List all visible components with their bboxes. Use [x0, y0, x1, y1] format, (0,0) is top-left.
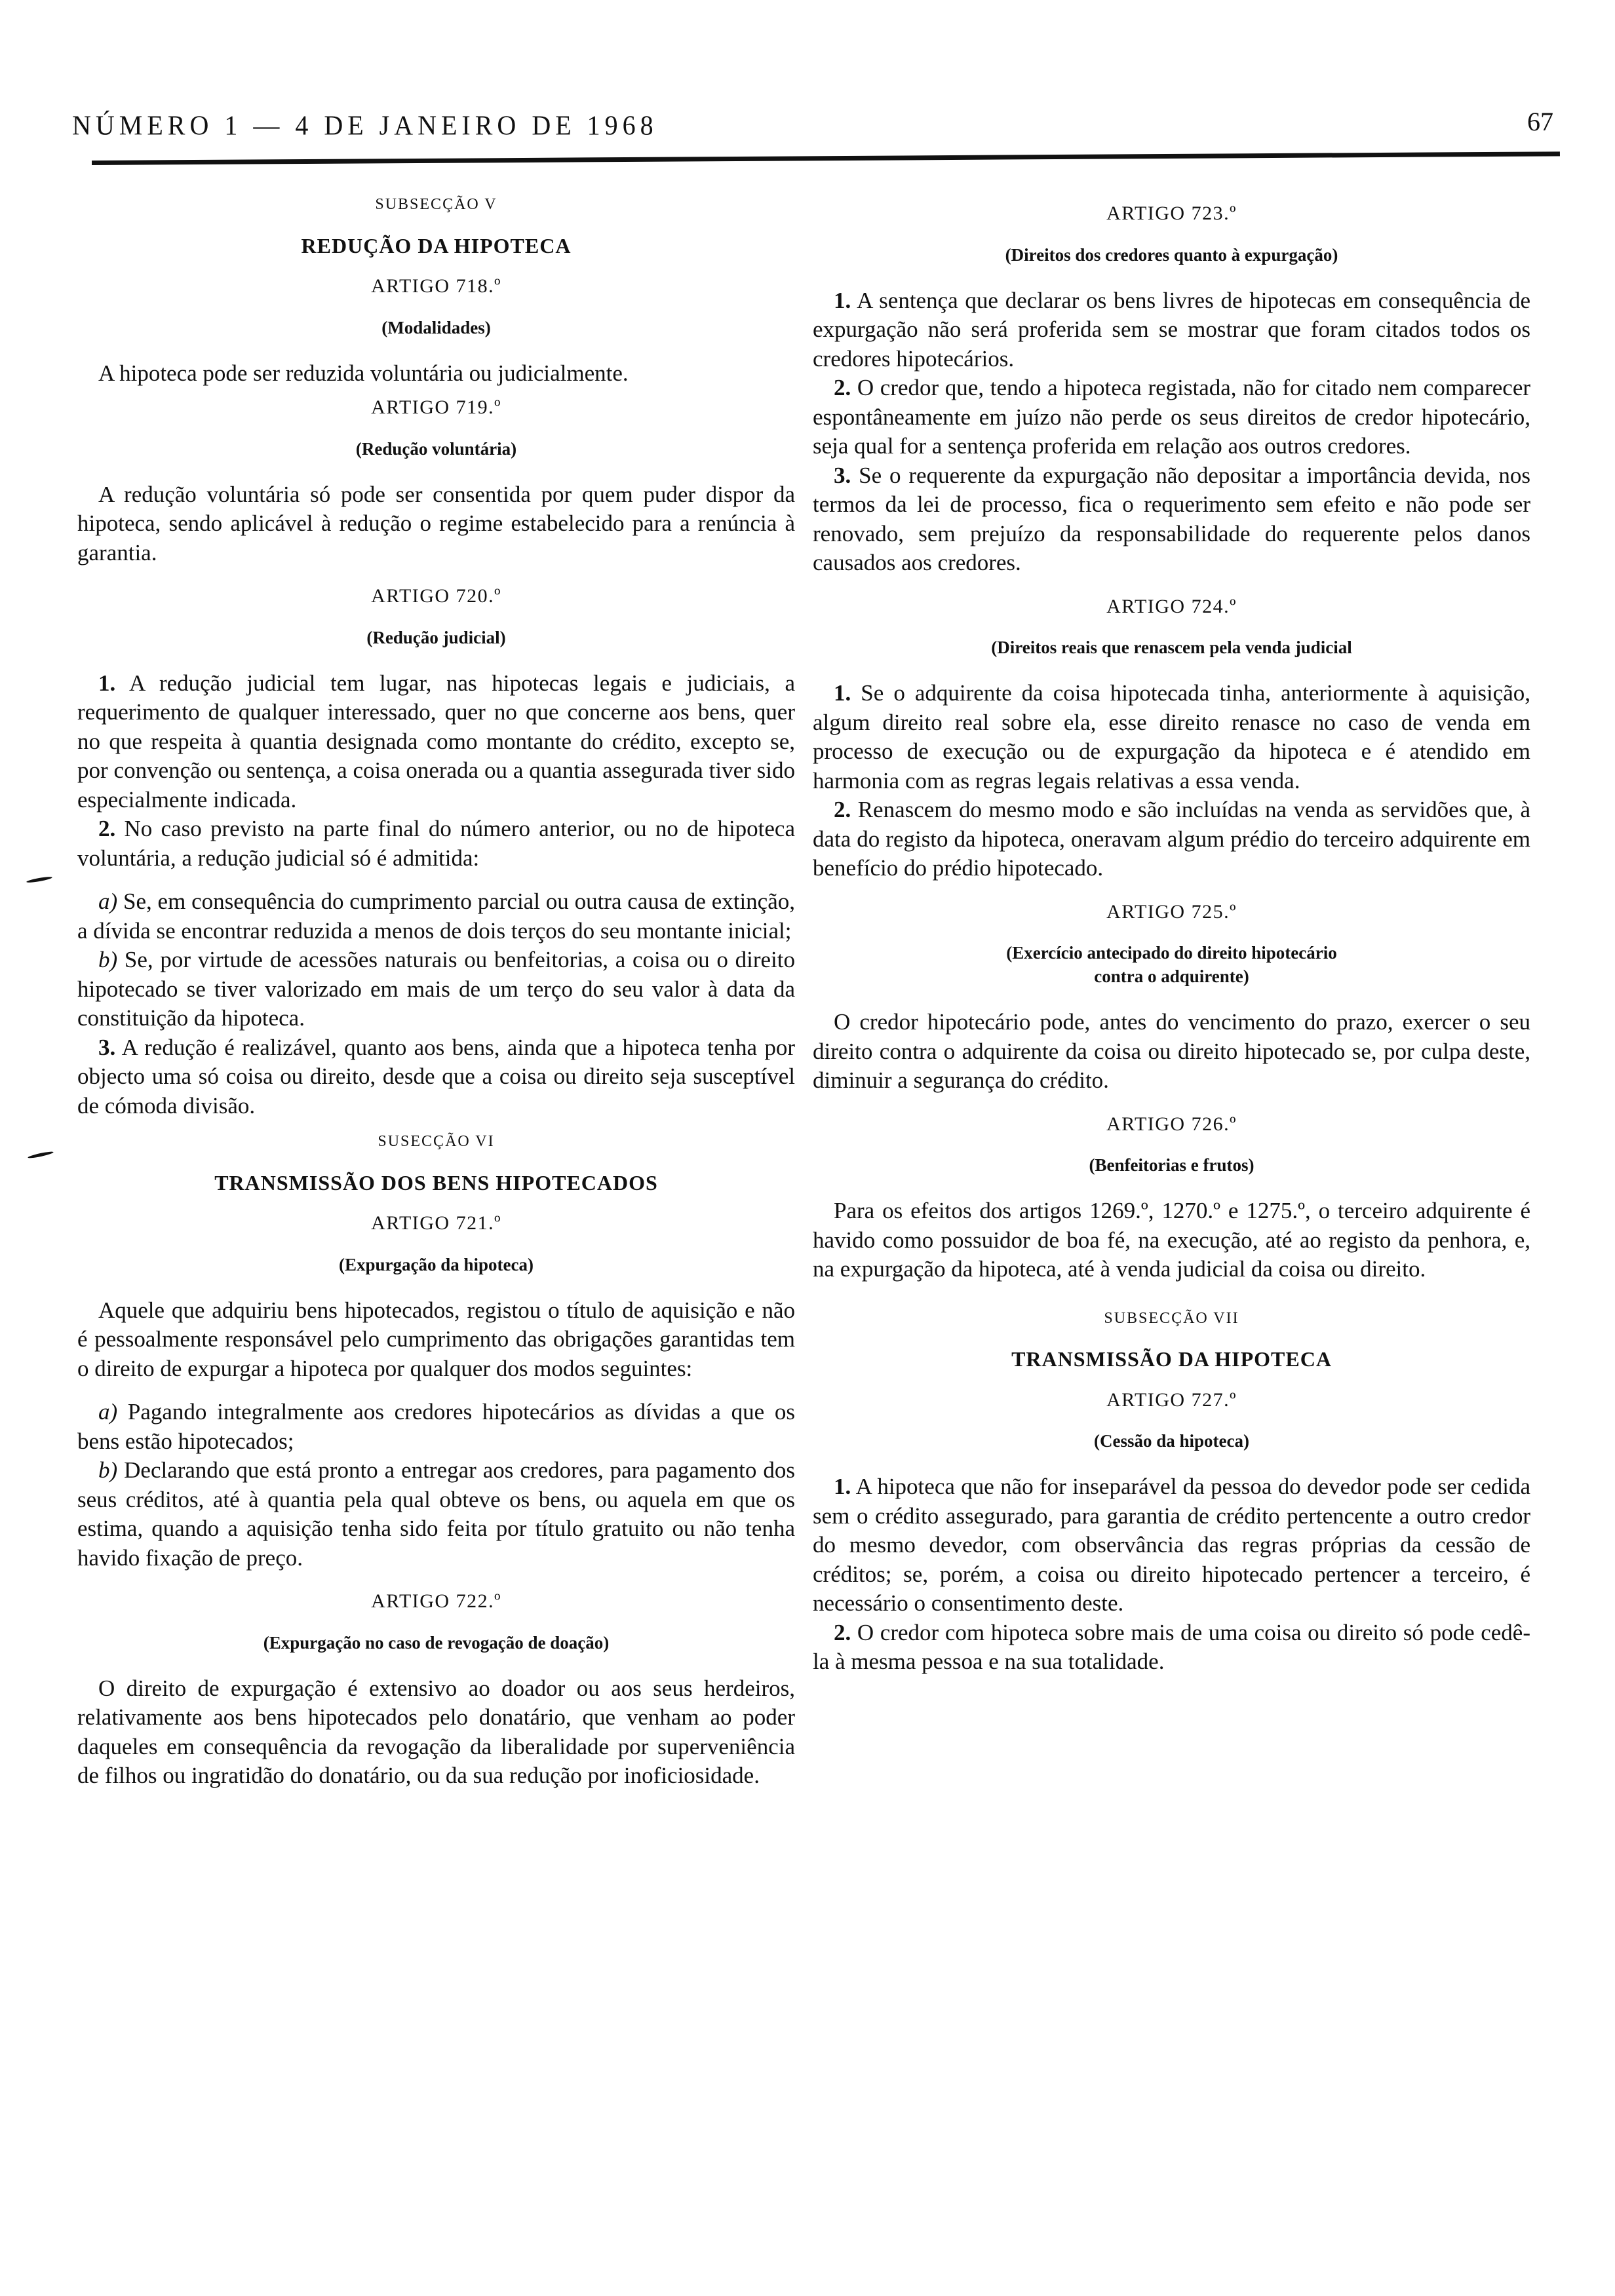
- paragraph-number: 3.: [834, 462, 851, 488]
- article-rubric: (Expurgação no caso de revogação de doação): [263, 1632, 610, 1653]
- paragraph-text: A redução é realizável, quanto aos bens, ainda que a hipoteca tenha por objecto uma só coisa ou direito, desde que a coisa ou direito seja susceptível de cómoda divisão.: [77, 1034, 795, 1119]
- section-title: TRANSMISSÃO DOS BENS HIPOTECADOS: [214, 1170, 658, 1195]
- paragraph-number: 1.: [834, 1474, 851, 1499]
- margin-mark: [26, 876, 52, 884]
- left-column: [77, 190, 795, 1791]
- item-text: Se, por virtude de acessões naturais ou benfeitorias, a coisa ou o direito hipotecado se tiver valorizado em mais de um terço do seu valor à data da constituição da hipoteca.: [77, 947, 796, 1031]
- paragraph-text: Renascem do mesmo modo e são incluídas na venda as servidões que, à data do registo da hipoteca, oneravam algum prédio do terceiro adquirente em benefício do prédio hipotecado.: [813, 797, 1531, 881]
- rubric-line: contra o adquirente): [1094, 966, 1249, 986]
- article-paragraph: [813, 795, 1530, 883]
- article-item: [77, 887, 795, 946]
- article-rubric: (Redução judicial): [366, 627, 506, 647]
- article-heading: ARTIGO 725.º: [1106, 900, 1237, 923]
- article-paragraph: [77, 814, 795, 873]
- article-paragraph: [813, 1618, 1530, 1677]
- article-rubric: [813, 941, 1530, 988]
- item-label: a): [98, 1399, 118, 1425]
- article-item: [77, 1398, 795, 1456]
- paragraph-text: A sentença que declarar os bens livres de hipotecas em consequência de expurgação não será proferida sem se mostrar que foram citados todos os credores hipotecários.: [813, 287, 1530, 372]
- article-rubric: (Benfeitorias e frutos): [1089, 1155, 1255, 1175]
- item-label: b): [98, 1457, 118, 1483]
- article-rubric: (Direitos reais que renascem pela venda judicial: [991, 638, 1352, 657]
- article-rubric: (Direitos dos credores quanto à expurgação): [1005, 244, 1338, 265]
- article-item: [77, 1456, 795, 1573]
- margin-mark: [28, 1151, 54, 1159]
- subsection-label: SUBSECÇÃO V: [375, 196, 497, 213]
- article-text: O direito de expurgação é extensivo ao doador ou aos seus herdeiros, relativamente aos bens hipotecados pelo donatário, que venham ao poder daqueles em consequência da revogação da liberalidade por superveniência de filhos ou ingratidão do donatário, ou da sua redução por inoficiosidade.: [77, 1675, 795, 1788]
- paragraph-number: 1.: [834, 680, 851, 706]
- article-text: A redução voluntária só pode ser consentida por quem puder dispor da hipoteca, sendo aplicável à redução o regime estabelecido para a renúncia à garantia.: [77, 481, 795, 565]
- article-item: [77, 946, 795, 1033]
- paragraph-text: A redução judicial tem lugar, nas hipotecas legais e judiciais, a requerimento de qualquer interessado, quer no que concerne aos bens, quer no que respeita à quantia designada como montante do crédito, excepto se, por convenção ou sentença, a coisa onerada ou a quantia assegurada tiver sido especialmente indicada.: [77, 670, 796, 813]
- paragraph-text: Se o requerente da expurgação não depositar a importância devida, nos termos da lei de processo, fica o requerimento sem efeito e não pode ser renovado, sem prejuízo da responsabilidade do requerente pelos danos causados aos credores.: [813, 462, 1530, 575]
- subsection-label: SUSECÇÃO VI: [378, 1133, 495, 1150]
- article-rubric: (Cessão da hipoteca): [1094, 1431, 1249, 1451]
- paragraph-text: No caso previsto na parte final do número anterior, ou no de hipoteca voluntária, a redução judicial só é admitida:: [77, 816, 795, 871]
- paragraph-number: 2.: [834, 1619, 851, 1645]
- article-heading: ARTIGO 727.º: [1106, 1388, 1237, 1411]
- item-text: Se, em consequência do cumprimento parcial ou outra causa de extinção, a dívida se encontrar reduzida a menos de dois terços do seu montante inicial;: [77, 889, 795, 944]
- item-label: b): [98, 947, 118, 972]
- item-text: Declarando que está pronto a entregar aos credores, para pagamento dos seus créditos, até à quantia pela qual obteve os bens, ou aquela em que os estima, quando a aquisição tenha sido feita por título gratuito ou não tenha havido fixação de preço.: [77, 1457, 796, 1571]
- issue-title: NÚMERO 1 — 4 DE JANEIRO DE 1968: [72, 109, 658, 142]
- rubric-line: (Exercício antecipado do direito hipotecário: [1006, 943, 1337, 963]
- article-paragraph: [813, 373, 1530, 461]
- article-text: Para os efeitos dos artigos 1269.º, 1270.º e 1275.º, o terceiro adquirente é havido como possuidor de boa fé, na execução, até ao registo da penhora, e, na expurgação da hipoteca, até à venda judicial da coisa ou direito.: [813, 1198, 1530, 1282]
- article-paragraph: [77, 1033, 795, 1121]
- article-text: O credor hipotecário pode, antes do vencimento do prazo, exercer o seu direito contra o adquirente da coisa ou direito hipotecado se, por culpa deste, diminuir a segurança do crédito.: [813, 1009, 1530, 1093]
- article-heading: ARTIGO 724.º: [1106, 595, 1237, 617]
- article-heading: ARTIGO 723.º: [1106, 202, 1237, 224]
- item-label: a): [98, 889, 118, 914]
- item-text: Pagando integralmente aos credores hipotecários as dívidas a que os bens estão hipotecados;: [77, 1399, 796, 1454]
- paragraph-text: O credor que, tendo a hipoteca registada, não for citado nem comparecer espontâneamente em juízo não perde os seus direitos de credor hipotecário, seja qual for a sentença proferida em relação aos outros credores.: [813, 375, 1531, 459]
- paragraph-number: 1.: [98, 670, 116, 696]
- article-heading: ARTIGO 722.º: [371, 1590, 501, 1612]
- section-title: REDUÇÃO DA HIPOTECA: [301, 233, 572, 258]
- article-paragraph: [813, 1472, 1530, 1618]
- article-paragraph: [813, 461, 1530, 578]
- page-header: [72, 107, 1553, 149]
- article-paragraph: [813, 679, 1530, 795]
- page-number: 67: [1527, 107, 1553, 136]
- header-rule: [92, 151, 1560, 165]
- article-rubric: (Modalidades): [381, 317, 491, 337]
- paragraph-number: 2.: [98, 816, 116, 841]
- article-heading: ARTIGO 719.º: [371, 396, 501, 418]
- article-heading: ARTIGO 720.º: [371, 585, 501, 607]
- article-paragraph: [813, 286, 1530, 374]
- paragraph-number: 2.: [834, 797, 851, 822]
- article-rubric: (Expurgação da hipoteca): [339, 1254, 534, 1274]
- article-rubric: (Redução voluntária): [355, 438, 517, 459]
- article-paragraph: [77, 669, 795, 815]
- right-column: [813, 190, 1530, 1677]
- article-heading: ARTIGO 718.º: [371, 275, 501, 297]
- article-text: A hipoteca pode ser reduzida voluntária ou judicialmente.: [98, 360, 629, 386]
- paragraph-text: A hipoteca que não for inseparável da pessoa do devedor pode ser cedida sem o crédito assegurado, para garantia de crédito pertencente a outro credor do mesmo devedor, com observância das regras próprias da cessão de créditos; se, porém, a coisa ou direito hipotecado pertencer a terceiro, é necessário o consentimento deste.: [813, 1474, 1530, 1616]
- subsection-label: SUBSECÇÃO VII: [1104, 1309, 1239, 1327]
- article-text: Aquele que adquiriu bens hipotecados, registou o título de aquisição e não é pessoalmente responsável pelo cumprimento das obrigações garantidas tem o direito de expurgar a hipoteca por qualquer dos modos seguintes:: [77, 1297, 795, 1381]
- section-title: TRANSMISSÃO DA HIPOTECA: [1011, 1347, 1332, 1371]
- paragraph-number: 1.: [834, 287, 851, 313]
- article-heading: ARTIGO 721.º: [371, 1212, 501, 1234]
- article-heading: ARTIGO 726.º: [1106, 1113, 1237, 1135]
- paragraph-text: Se o adquirente da coisa hipotecada tinha, anteriormente à aquisição, algum direito real sobre ela, esse direito renasce no caso de venda em processo de execução ou de expurgação da hipoteca e é atendido em harmonia com as regras legais relativas a essa venda.: [813, 680, 1530, 794]
- paragraph-number: 2.: [834, 375, 851, 400]
- paragraph-number: 3.: [98, 1034, 116, 1060]
- paragraph-text: O credor com hipoteca sobre mais de uma coisa ou direito só pode cedê-la à mesma pessoa e na sua totalidade.: [813, 1619, 1530, 1674]
